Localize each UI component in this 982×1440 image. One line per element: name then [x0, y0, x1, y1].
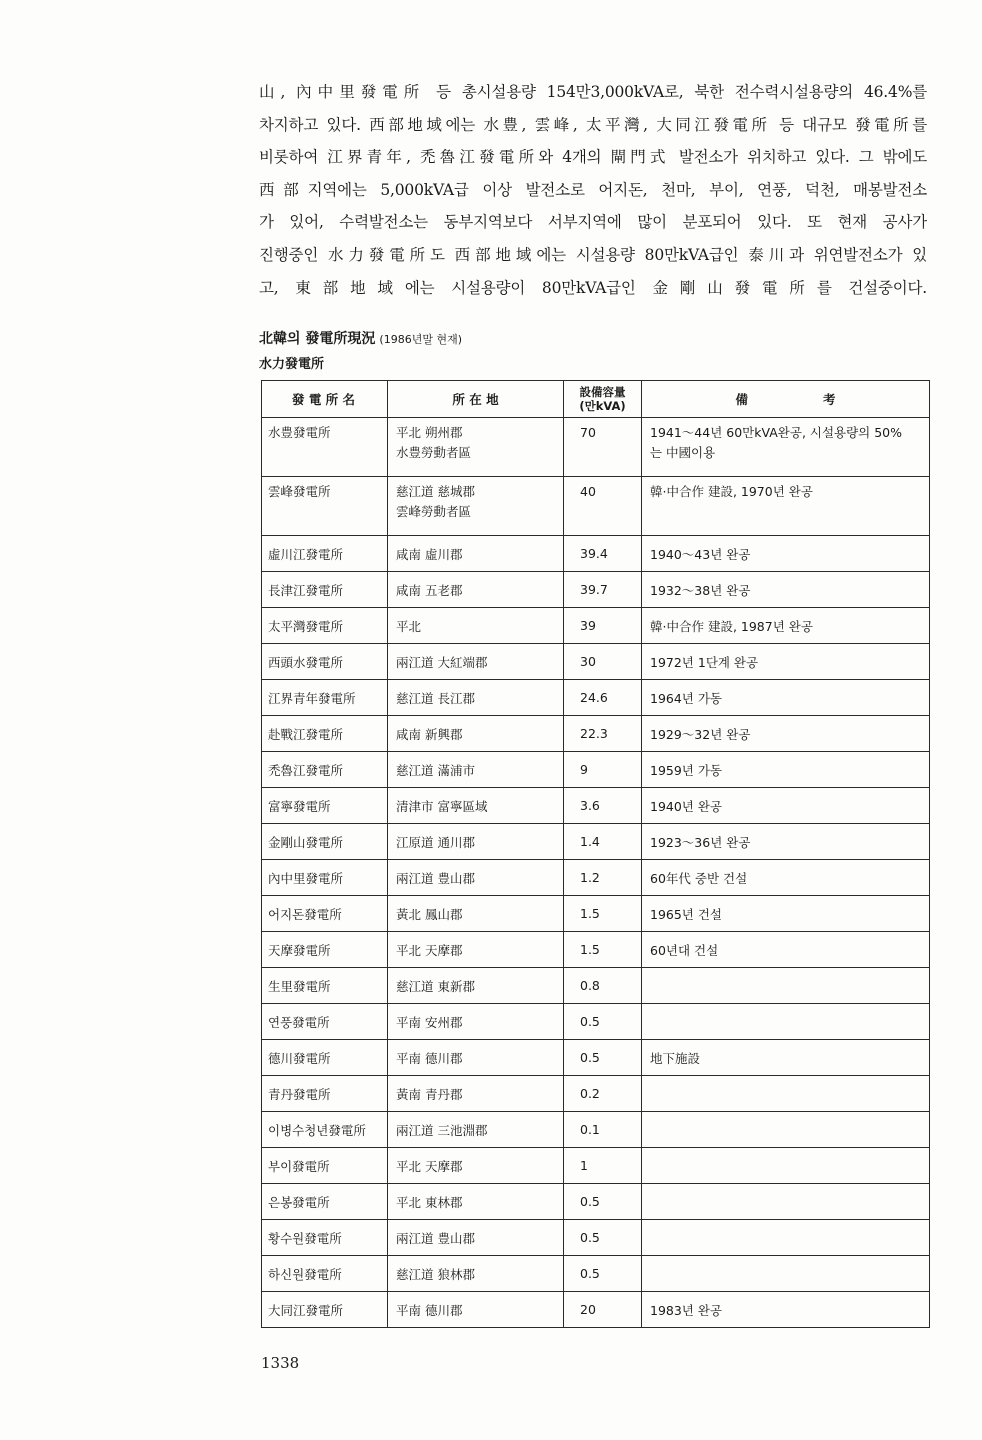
cell-capacity: 0.5	[564, 1004, 642, 1040]
cell-location: 江原道 通川郡	[388, 824, 564, 860]
cell-location: 平北	[388, 608, 564, 644]
header-capacity-line2: (만kVA)	[579, 399, 626, 413]
cell-name: 은봉發電所	[262, 1184, 388, 1220]
cell-location: 咸南 新興郡	[388, 716, 564, 752]
cell-name: 江界青年發電所	[262, 680, 388, 716]
table-row	[262, 608, 930, 644]
cell-note: 1972년 1단계 완공	[642, 644, 930, 680]
cell-name: 西頭水發電所	[262, 644, 388, 680]
paragraph-line: 고, 東部地域에는 시설용량이 80만kVA급인 金剛山發電所를 건설중이다.	[259, 278, 927, 297]
cell-location: 平南 德川郡	[388, 1292, 564, 1328]
cell-capacity: 39.7	[564, 572, 642, 608]
cell-location: 兩江道 三池淵郡	[388, 1112, 564, 1148]
cell-note	[642, 1112, 930, 1148]
cell-capacity: 22.3	[564, 716, 642, 752]
cell-name: 황수원發電所	[262, 1220, 388, 1256]
cell-note: 1932～38년 완공	[642, 572, 930, 608]
cell-capacity: 0.5	[564, 1256, 642, 1292]
cell-capacity: 9	[564, 752, 642, 788]
table-header-row	[262, 381, 930, 418]
table-row	[262, 860, 930, 896]
cell-location	[388, 477, 564, 536]
header-capacity	[564, 381, 642, 418]
cell-location: 黃北 鳳山郡	[388, 896, 564, 932]
cell-name: 水豊發電所	[262, 418, 388, 477]
cell-note	[642, 1256, 930, 1292]
paragraph-line: 비롯하여 江界青年, 禿魯江發電所와 4개의 閘門式 발전소가 위치하고 있다. 그 밖에도	[259, 148, 927, 167]
cell-note	[642, 1076, 930, 1112]
cell-capacity: 1.5	[564, 932, 642, 968]
table-row	[262, 1112, 930, 1148]
cell-note: 60년대 건설	[642, 932, 930, 968]
cell-location: 黃南 青丹郡	[388, 1076, 564, 1112]
table-row	[262, 477, 930, 536]
cell-note: 60年代 중반 건설	[642, 860, 930, 896]
cell-location: 慈江道 東新郡	[388, 968, 564, 1004]
cell-name: 生里發電所	[262, 968, 388, 1004]
cell-note: 1929～32년 완공	[642, 716, 930, 752]
table-title: 北韓의 發電所現況	[259, 331, 376, 347]
table-row	[262, 536, 930, 572]
cell-note	[642, 1220, 930, 1256]
cell-location: 慈江道 狼林郡	[388, 1256, 564, 1292]
table-row	[262, 1040, 930, 1076]
cell-note-line: 1941～44년 60만kVA완공, 시설용량의 50%	[650, 425, 903, 440]
paragraph-line: 山, 內中里發電所 등 총시설용량 154만3,000kVA로, 북한 전수력시설용량의 46.4%를	[259, 83, 927, 101]
cell-note: 1964년 가동	[642, 680, 930, 716]
cell-capacity: 1	[564, 1148, 642, 1184]
body-paragraph	[259, 76, 927, 304]
table-row	[262, 1148, 930, 1184]
cell-name: 연풍發電所	[262, 1004, 388, 1040]
cell-location: 咸南 五老郡	[388, 572, 564, 608]
cell-location	[388, 418, 564, 477]
cell-note: 1983년 완공	[642, 1292, 930, 1328]
cell-note: 1923～36년 완공	[642, 824, 930, 860]
cell-location: 平南 安州郡	[388, 1004, 564, 1040]
header-capacity-line1: 設備容量	[579, 385, 626, 399]
cell-capacity: 1.2	[564, 860, 642, 896]
cell-location-line: 雲峰勞動者區	[396, 504, 472, 519]
cell-location: 平北 東林郡	[388, 1184, 564, 1220]
cell-location: 咸南 虛川郡	[388, 536, 564, 572]
cell-location-line: 水豊勞動者區	[396, 445, 472, 460]
cell-name: 金剛山發電所	[262, 824, 388, 860]
table-row	[262, 680, 930, 716]
power-plant-table	[261, 380, 930, 1328]
cell-note: 1959년 가동	[642, 752, 930, 788]
table-row	[262, 644, 930, 680]
cell-capacity: 0.1	[564, 1112, 642, 1148]
cell-capacity: 70	[564, 418, 642, 477]
paragraph-line: 진행중인 水力發電所도 西部地域에는 시설용량 80만kVA급인 泰川과 위연발전소가 있	[259, 245, 927, 264]
table-row	[262, 1256, 930, 1292]
cell-capacity: 39	[564, 608, 642, 644]
table-caption	[259, 328, 462, 348]
cell-name: 大同江發電所	[262, 1292, 388, 1328]
cell-capacity: 30	[564, 644, 642, 680]
table-row	[262, 752, 930, 788]
cell-capacity: 1.4	[564, 824, 642, 860]
table-row	[262, 572, 930, 608]
table-date: (1986년말 현재)	[379, 333, 462, 346]
cell-location: 兩江道 大紅端郡	[388, 644, 564, 680]
cell-name: 青丹發電所	[262, 1076, 388, 1112]
cell-location-line: 慈江道 慈城郡	[396, 484, 475, 499]
paragraph-line: 차지하고 있다. 西部地域에는 水豊, 雲峰, 太平灣, 大同江發電所 등 대규모 發電所를	[259, 115, 927, 134]
cell-location: 平北 天摩郡	[388, 932, 564, 968]
cell-note: 1940～43년 완공	[642, 536, 930, 572]
cell-capacity: 3.6	[564, 788, 642, 824]
cell-capacity: 39.4	[564, 536, 642, 572]
table-row	[262, 1004, 930, 1040]
table-subtitle: 水力發電所	[259, 357, 325, 372]
power-plant-table-wrapper	[261, 380, 929, 1328]
cell-capacity: 24.6	[564, 680, 642, 716]
cell-name: 어지돈發電所	[262, 896, 388, 932]
cell-location: 平南 德川郡	[388, 1040, 564, 1076]
table-row	[262, 418, 930, 477]
cell-capacity: 1.5	[564, 896, 642, 932]
table-row	[262, 1184, 930, 1220]
paragraph-line: 가 있어, 수력발전소는 동부지역보다 서부지역에 많이 분포되어 있다. 또 현재 공사가	[259, 213, 927, 232]
cell-note: 韓·中合作 建設, 1987년 완공	[642, 608, 930, 644]
table-row	[262, 932, 930, 968]
cell-capacity: 0.2	[564, 1076, 642, 1112]
cell-name: 雲峰發電所	[262, 477, 388, 536]
cell-location: 兩江道 豊山郡	[388, 1220, 564, 1256]
cell-name: 內中里發電所	[262, 860, 388, 896]
cell-name: 天摩發電所	[262, 932, 388, 968]
cell-capacity: 0.5	[564, 1040, 642, 1076]
table-row	[262, 896, 930, 932]
table-row	[262, 1292, 930, 1328]
cell-note: 地下施設	[642, 1040, 930, 1076]
cell-name: 虛川江發電所	[262, 536, 388, 572]
page-number: 1338	[261, 1354, 300, 1372]
cell-note	[642, 1004, 930, 1040]
cell-location-line: 平北 朔州郡	[396, 425, 463, 440]
cell-note	[642, 1184, 930, 1220]
cell-name: 德川發電所	[262, 1040, 388, 1076]
cell-name: 이병수청년發電所	[262, 1112, 388, 1148]
cell-name: 太平灣發電所	[262, 608, 388, 644]
cell-capacity: 40	[564, 477, 642, 536]
table-row	[262, 1076, 930, 1112]
table-row	[262, 716, 930, 752]
cell-location: 慈江道 滿浦市	[388, 752, 564, 788]
cell-note	[642, 1148, 930, 1184]
cell-name: 부이發電所	[262, 1148, 388, 1184]
cell-location: 平北 天摩郡	[388, 1148, 564, 1184]
table-row	[262, 1220, 930, 1256]
cell-name: 禿魯江發電所	[262, 752, 388, 788]
cell-location: 清津市 富寧區域	[388, 788, 564, 824]
header-note: 備 考	[642, 381, 930, 418]
header-name: 發 電 所 名	[262, 381, 388, 418]
cell-location: 慈江道 長江郡	[388, 680, 564, 716]
cell-name: 富寧發電所	[262, 788, 388, 824]
cell-note	[642, 418, 930, 477]
cell-capacity: 0.5	[564, 1220, 642, 1256]
cell-capacity: 0.8	[564, 968, 642, 1004]
paragraph-line: 西部지역에는 5,000kVA급 이상 발전소로 어지돈, 천마, 부이, 연풍, 덕천, 매봉발전소	[259, 180, 927, 199]
cell-note	[642, 477, 930, 536]
cell-note: 1965년 건설	[642, 896, 930, 932]
cell-note-line: 韓·中合作 建設, 1970년 완공	[650, 484, 813, 499]
cell-note	[642, 968, 930, 1004]
cell-name: 赴戰江發電所	[262, 716, 388, 752]
header-location: 所 在 地	[388, 381, 564, 418]
table-row	[262, 788, 930, 824]
cell-capacity: 20	[564, 1292, 642, 1328]
cell-location: 兩江道 豊山郡	[388, 860, 564, 896]
cell-note-line: 는 中國이용	[650, 445, 716, 460]
cell-note: 1940년 완공	[642, 788, 930, 824]
cell-capacity: 0.5	[564, 1184, 642, 1220]
cell-name: 長津江發電所	[262, 572, 388, 608]
table-row	[262, 968, 930, 1004]
table-row	[262, 824, 930, 860]
cell-name: 하신원發電所	[262, 1256, 388, 1292]
